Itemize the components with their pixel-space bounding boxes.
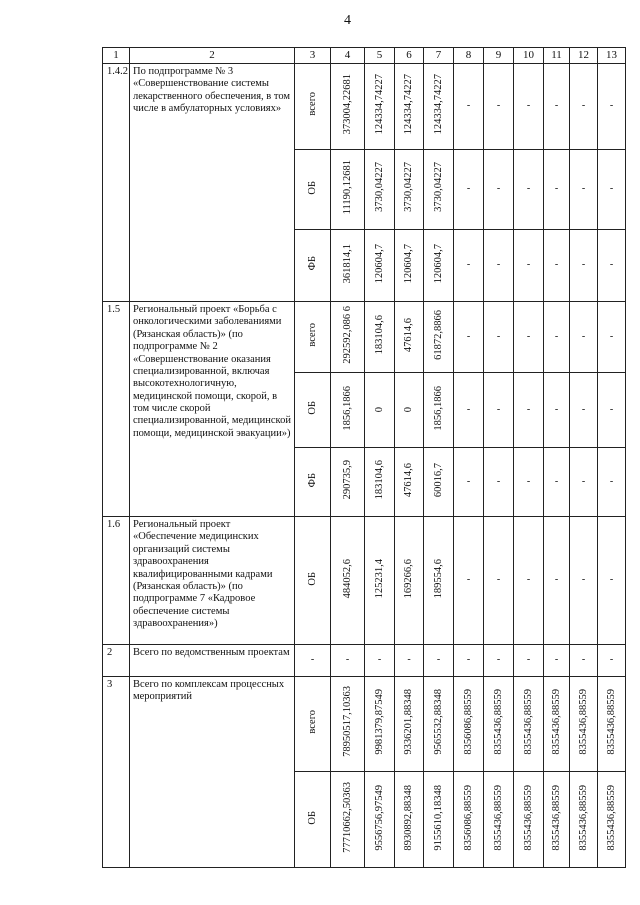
funding-source-text: - [310,654,315,666]
funding-source [295,64,331,150]
value-cell-text: 292592,086 6 [341,305,353,364]
value-cell-text: - [609,654,614,666]
value-cell [514,302,544,373]
value-cell-text: - [436,654,441,666]
value-cell-text: 8355436,88559 [522,689,534,755]
value-cell [570,772,598,868]
value-cell-text: - [377,654,382,666]
funding-source [295,772,331,868]
funding-source [295,230,331,302]
value-cell-text: 8355436,88559 [522,784,534,851]
value-cell-text: 8930892,88348 [403,784,415,851]
value-cell [484,677,514,772]
value-cell-text: - [554,330,559,342]
value-cell-text: 290735,9 [341,460,353,500]
value-cell [454,150,484,230]
value-cell [598,373,626,448]
header-cell: 9 [484,48,514,64]
value-cell-text: - [554,259,559,271]
value-cell [514,517,544,645]
value-cell-text: 8355436,88559 [577,689,589,755]
header-cell: 3 [295,48,331,64]
value-cell [570,517,598,645]
value-cell [514,772,544,868]
value-cell-text: - [466,183,471,195]
value-cell [424,645,454,677]
value-cell-text: 8355436,88559 [550,784,562,851]
value-cell-text: - [526,330,531,342]
value-cell-text: 8355436,88559 [492,689,504,755]
header-cell: 7 [424,48,454,64]
value-cell [424,373,454,448]
section-row [103,677,626,772]
value-cell [454,772,484,868]
value-cell [365,230,395,302]
value-cell-text: 183104,6 [373,315,385,355]
value-cell-text: 61872,8866 [432,309,444,360]
value-cell [544,150,570,230]
funding-source-text: всего [306,92,318,117]
header-cell: 6 [395,48,424,64]
value-cell [598,64,626,150]
value-cell-text: 183104,6 [373,460,385,500]
value-cell [514,645,544,677]
value-cell-text: - [526,654,531,666]
section-code: 1.6 [103,517,130,645]
value-cell [424,677,454,772]
value-cell [331,373,365,448]
value-cell [570,677,598,772]
value-cell-text: - [526,574,531,586]
section-code: 1.5 [103,302,130,517]
value-cell-text: - [466,330,471,342]
value-cell-text: - [496,259,501,271]
value-cell [598,302,626,373]
value-cell-text: 120604,7 [432,243,444,283]
funding-source [295,645,331,677]
value-cell-text: - [496,100,501,112]
value-cell-text: 169266,6 [403,558,415,598]
value-cell [331,677,365,772]
value-cell-text: - [581,654,586,666]
funding-source [295,448,331,517]
value-cell [395,64,424,150]
value-cell [544,517,570,645]
funding-source [295,677,331,772]
value-cell [484,230,514,302]
value-cell [598,677,626,772]
value-cell [514,373,544,448]
funding-source-text: ФБ [306,256,318,271]
section-name: Региональный проект «Борьба с онкологическими заболеваниями (Рязанская область)» (по подпрограмме № 2 «Совершенствование оказания специализированной, включая высокотехнологичную, медицинской помощи, скорой, в том числе скорой специализированной, медицинской помощи, медицинской эвакуации») [130,302,295,517]
value-cell-text: - [526,100,531,112]
value-cell [454,645,484,677]
value-cell-text: - [609,574,614,586]
value-cell [424,517,454,645]
funding-source-text: ОБ [306,401,318,415]
value-cell-text: 484052,6 [341,558,353,598]
header-cell: 10 [514,48,544,64]
value-cell [484,772,514,868]
header-cell: 2 [130,48,295,64]
section-row [103,645,626,677]
value-cell-text: - [496,403,501,415]
value-cell [570,645,598,677]
value-cell-text: 189554,6 [432,558,444,598]
funding-source-text: ОБ [306,810,318,825]
value-cell [424,448,454,517]
value-cell-text: 0 [373,406,385,412]
funding-source [295,373,331,448]
value-cell [331,448,365,517]
section-name: Всего по комплексам процессных мероприятий [130,677,295,868]
value-cell [365,517,395,645]
value-cell-text: 78950517,10363 [341,686,353,758]
budget-table [102,47,626,868]
header-cell: 12 [570,48,598,64]
value-cell-text: - [581,100,586,112]
value-cell-text: - [581,403,586,415]
value-cell [365,645,395,677]
value-cell [395,302,424,373]
value-cell-text: 9556756,97549 [373,784,385,851]
value-cell [395,772,424,868]
section-row [103,302,626,373]
funding-source-text: ФБ [306,472,318,487]
value-cell [395,677,424,772]
value-cell [544,302,570,373]
value-cell-text: - [496,574,501,586]
header-row [103,48,626,64]
value-cell-text: 1856,1866 [432,385,444,431]
header-cell: 8 [454,48,484,64]
value-cell-text: - [581,574,586,586]
value-cell [544,645,570,677]
value-cell [395,517,424,645]
value-cell [514,230,544,302]
value-cell-text: - [581,330,586,342]
value-cell [454,448,484,517]
value-cell-text: - [609,475,614,487]
value-cell-text: - [496,183,501,195]
value-cell-text: 373004,22681 [341,74,353,135]
value-cell [424,150,454,230]
value-cell [424,64,454,150]
value-cell [331,645,365,677]
value-cell [570,230,598,302]
value-cell [598,645,626,677]
section-code: 3 [103,677,130,868]
value-cell-text: 3730,04227 [373,162,385,213]
value-cell-text: 9155610,18348 [432,784,444,851]
value-cell [454,373,484,448]
funding-source [295,302,331,373]
value-cell [424,772,454,868]
value-cell-text: - [526,259,531,271]
funding-source [295,517,331,645]
value-cell-text: - [466,475,471,487]
value-cell [484,517,514,645]
value-cell [365,677,395,772]
value-cell-text: 77710662,50363 [341,781,353,853]
value-cell-text: 3730,04227 [403,162,415,213]
value-cell [514,64,544,150]
value-cell-text: - [466,403,471,415]
value-cell-text: - [554,475,559,487]
value-cell [570,448,598,517]
value-cell-text: - [581,183,586,195]
value-cell-text: 47614,6 [403,462,415,497]
value-cell [454,302,484,373]
value-cell [454,230,484,302]
value-cell [484,64,514,150]
value-cell-text: 125231,4 [373,558,385,598]
value-cell-text: 47614,6 [403,317,415,352]
value-cell-text: 8355436,88559 [550,689,562,755]
header-cell: 11 [544,48,570,64]
value-cell-text: - [466,654,471,666]
value-cell-text: - [554,574,559,586]
value-cell-text: 8355436,88559 [492,784,504,851]
section-name: Всего по ведомственным проектам [130,645,295,677]
value-cell [514,677,544,772]
value-cell [544,230,570,302]
value-cell-text: 3730,04227 [432,162,444,213]
value-cell-text: 120604,7 [373,243,385,283]
value-cell-text: - [609,100,614,112]
value-cell-text: - [609,403,614,415]
value-cell [365,150,395,230]
value-cell-text: - [466,259,471,271]
value-cell [395,373,424,448]
header-cell: 5 [365,48,395,64]
value-cell-text: - [407,654,411,666]
section-code: 2 [103,645,130,677]
value-cell-text: 8355436,88559 [605,689,617,755]
value-cell [570,150,598,230]
value-cell [598,448,626,517]
value-cell-text: - [466,574,471,586]
section-name: Региональный проект «Обеспечение медицинских организаций системы здравоохранения квалифицированными кадрами (Рязанская область)» (по подпрограмме 7 «Кадровое обеспечение системы здравоохранения») [130,517,295,645]
value-cell-text: 11190,12681 [341,160,353,215]
value-cell [365,302,395,373]
value-cell [395,230,424,302]
value-cell [514,448,544,517]
value-cell-text: - [526,183,531,195]
funding-source-text: ОБ [306,180,318,195]
value-cell [598,517,626,645]
value-cell-text: - [609,183,614,195]
page-number: 4 [344,13,351,28]
value-cell [544,373,570,448]
value-cell [454,677,484,772]
value-cell-text: 60016,7 [432,462,444,497]
value-cell-text: 120604,7 [403,243,415,283]
value-cell-text: - [526,475,531,487]
value-cell [544,64,570,150]
value-cell [365,772,395,868]
value-cell [331,64,365,150]
value-cell-text: - [345,654,350,666]
value-cell-text: - [496,475,501,487]
value-cell-text: 9565532,88348 [432,689,444,755]
value-cell [365,373,395,448]
header-cell: 13 [598,48,626,64]
value-cell [544,677,570,772]
value-cell-text: - [554,654,559,666]
value-cell [598,230,626,302]
value-cell-text: - [554,403,559,415]
value-cell [484,302,514,373]
value-cell-text: 124334,74227 [373,74,385,135]
section-row [103,517,626,645]
header-cell: 1 [103,48,130,64]
value-cell-text: - [554,183,559,195]
value-cell-text: 361814,1 [341,243,353,283]
value-cell-text: - [554,100,559,112]
value-cell [395,645,424,677]
value-cell [484,373,514,448]
section-name: По подпрограмме № 3 «Совершенствование системы лекарственного обеспечения, в том числе в амбулаторных условиях» [130,64,295,302]
value-cell [454,64,484,150]
value-cell [424,230,454,302]
value-cell [331,150,365,230]
value-cell-text: 0 [403,406,415,412]
value-cell-text: 8356086,88559 [462,689,474,755]
value-cell [484,645,514,677]
value-cell-text: 9336201,88348 [403,689,415,755]
value-cell [544,448,570,517]
value-cell-text: - [466,100,471,112]
value-cell [484,150,514,230]
value-cell-text: 124334,74227 [432,74,444,135]
value-cell [395,448,424,517]
value-cell-text: - [581,475,586,487]
value-cell [598,772,626,868]
funding-source-text: ОБ [306,571,318,586]
value-cell [331,302,365,373]
value-cell-text: - [609,259,614,271]
value-cell [454,517,484,645]
value-cell-text: 1856,1866 [341,385,353,431]
value-cell-text: 124334,74227 [403,74,415,135]
value-cell [514,150,544,230]
value-cell-text: - [526,403,531,415]
value-cell [484,448,514,517]
value-cell [570,373,598,448]
value-cell [570,302,598,373]
value-cell-text: 8355436,88559 [577,784,589,851]
value-cell-text: - [496,654,501,666]
value-cell [598,150,626,230]
value-cell [331,230,365,302]
value-cell [365,448,395,517]
funding-source-text: всего [306,709,318,734]
value-cell [331,517,365,645]
value-cell [331,772,365,868]
section-row [103,64,626,150]
header-cell: 4 [331,48,365,64]
value-cell [424,302,454,373]
value-cell-text: 8356086,88559 [462,784,474,851]
value-cell [365,64,395,150]
value-cell [395,150,424,230]
value-cell [570,64,598,150]
funding-source [295,150,331,230]
value-cell-text: - [496,330,501,342]
value-cell-text: - [609,330,614,342]
section-code: 1.4.2 [103,64,130,302]
value-cell-text: - [581,259,586,271]
funding-source-text: всего [306,322,318,347]
value-cell-text: 8355436,88559 [605,784,617,851]
value-cell [544,772,570,868]
value-cell-text: 9981379,87549 [373,689,385,755]
